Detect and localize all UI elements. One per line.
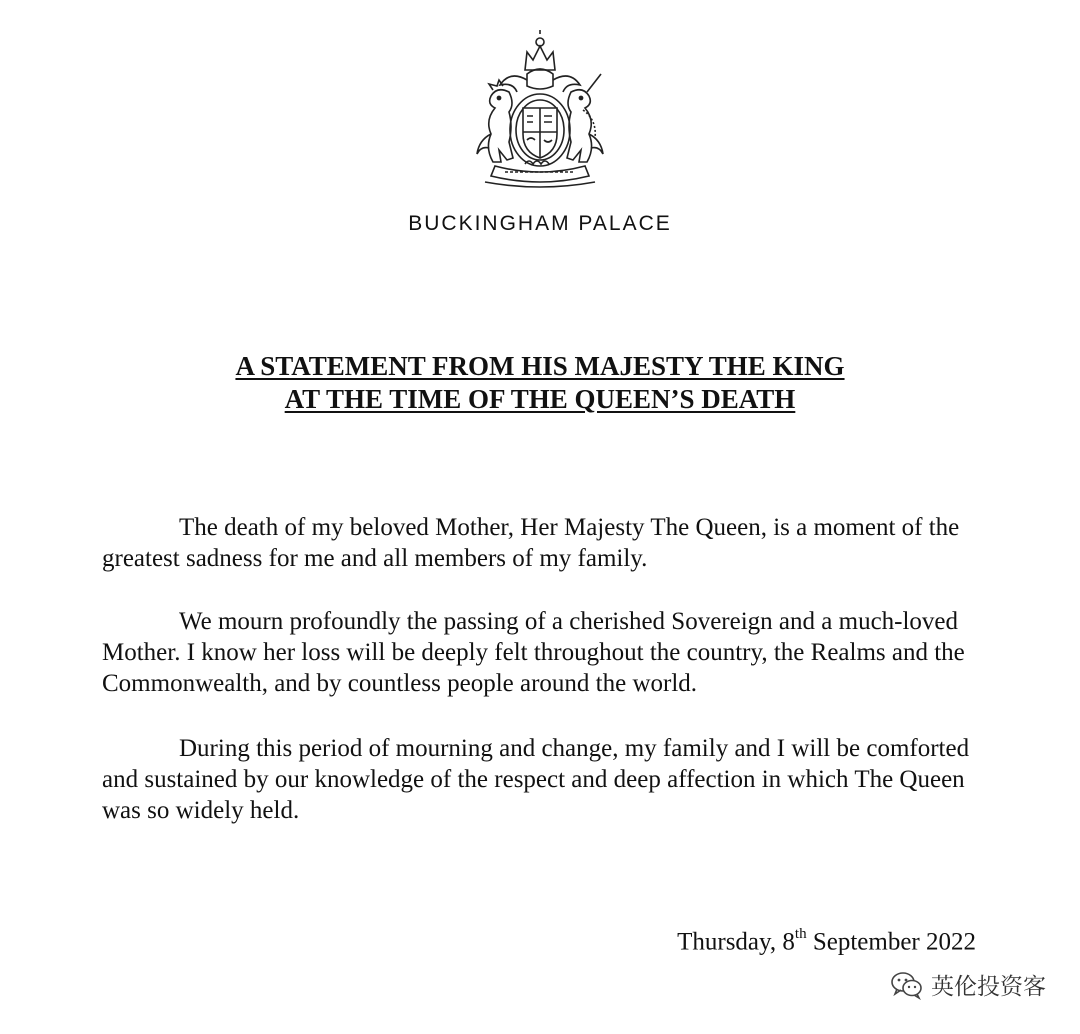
watermark-text: 英伦投资客 bbox=[931, 974, 1046, 1000]
statement-title bbox=[0, 350, 1080, 416]
paragraph-1 bbox=[102, 512, 982, 574]
paragraph-3 bbox=[102, 733, 982, 826]
statement-title-line2: AT THE TIME OF THE QUEEN’S DEATH bbox=[284, 384, 796, 414]
watermark bbox=[889, 968, 1046, 1001]
paragraph-1-text: The death of my beloved Mother, Her Majesty The Queen, is a moment of the greatest sadness for me and all members of my family. bbox=[102, 514, 960, 572]
wechat-icon bbox=[889, 970, 925, 1000]
paragraph-3-text: During this period of mourning and change, my family and I will be comforted and sustained by our knowledge of the respect and deep affection in which The Queen was so widely held. bbox=[102, 735, 970, 824]
date-suffix: September 2022 bbox=[806, 928, 976, 956]
royal-coat-of-arms-icon bbox=[455, 30, 625, 190]
paragraph-2 bbox=[102, 606, 982, 699]
statement-date bbox=[677, 921, 976, 957]
statement-title-line1: A STATEMENT FROM HIS MAJESTY THE KING bbox=[235, 351, 845, 381]
palace-heading: BUCKINGHAM PALACE bbox=[408, 212, 672, 235]
date-ordinal: th bbox=[794, 926, 807, 942]
date-prefix: Thursday, 8 bbox=[677, 928, 795, 956]
paragraph-2-text: We mourn profoundly the passing of a cherished Sovereign and a much-loved Mother. I know her loss will be deeply felt throughout the country, the Realms and the Commonwealth, and by countless people around the world. bbox=[102, 608, 965, 697]
